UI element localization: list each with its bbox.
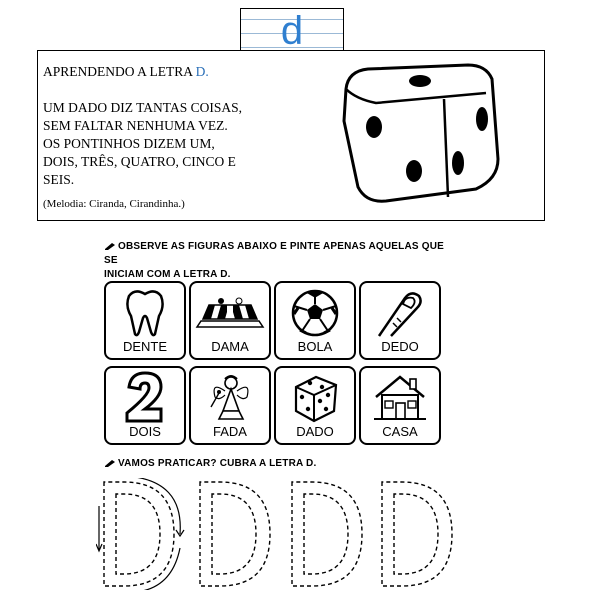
card-bola[interactable] xyxy=(274,281,356,360)
trace-letter-d xyxy=(292,482,362,586)
verse-line: UM DADO DIZ TANTAS COISAS, xyxy=(43,100,242,115)
practice-instruction xyxy=(104,457,404,471)
song-box xyxy=(37,50,545,221)
practice-text: VAMOS PRATICAR? CUBRA A LETRA D. xyxy=(118,458,317,469)
card-dado[interactable] xyxy=(274,366,356,445)
observe-instruction xyxy=(104,240,454,282)
card-label: FADA xyxy=(213,424,247,439)
song-title xyxy=(43,63,333,81)
header-letter: d xyxy=(280,9,304,53)
card-casa[interactable] xyxy=(359,366,441,445)
checkerboard-icon xyxy=(193,293,267,333)
card-label: DOIS xyxy=(129,424,161,439)
card-dois[interactable] xyxy=(104,366,186,445)
card-fada[interactable] xyxy=(189,366,271,445)
number-two-icon xyxy=(123,371,167,425)
card-label: DEDO xyxy=(381,339,419,354)
card-dama[interactable] xyxy=(189,281,271,360)
verse-line: OS PONTINHOS DIZEM UM, xyxy=(43,136,215,151)
trace-letter-d xyxy=(104,482,174,586)
card-label: DAMA xyxy=(211,339,249,354)
tooth-icon xyxy=(123,288,167,338)
tracing-area xyxy=(96,478,456,590)
card-label: BOLA xyxy=(297,339,333,354)
card-label: DADO xyxy=(296,424,334,439)
dice-illustration-icon xyxy=(336,59,506,209)
card-label: CASA xyxy=(382,424,418,439)
card-dente[interactable] xyxy=(104,281,186,360)
card-label: DENTE xyxy=(122,339,168,354)
trace-letter-d xyxy=(200,482,270,586)
soccer-ball-icon xyxy=(290,288,340,338)
dice-icon xyxy=(290,373,340,423)
house-icon xyxy=(372,373,428,423)
song-text xyxy=(43,63,333,213)
observe-text-line1: OBSERVE AS FIGURAS ABAIXO E PINTE APENAS AQUELAS QUE SE xyxy=(104,241,445,266)
song-title-text: APRENDENDO A LETRA xyxy=(43,64,196,79)
card-dedo[interactable] xyxy=(359,281,441,360)
pencil-icon xyxy=(104,242,116,251)
observe-text-line2: INICIAM COM A LETRA D. xyxy=(104,269,231,280)
fairy-icon xyxy=(207,371,253,425)
verse-line: DOIS, TRÊS, QUATRO, CINCO E xyxy=(43,154,236,169)
pencil-icon xyxy=(104,459,116,468)
verse-line: SEM FALTAR NENHUMA VEZ. xyxy=(43,118,228,133)
letter-header-tab xyxy=(240,8,344,53)
song-title-letter: D. xyxy=(195,64,209,79)
song-credit: (Melodia: Ciranda, Cirandinha.) xyxy=(43,198,185,210)
stroke-direction-arrows xyxy=(96,478,184,590)
trace-letter-d xyxy=(382,482,452,586)
finger-icon xyxy=(375,288,425,338)
verse-line: SEIS. xyxy=(43,172,75,187)
